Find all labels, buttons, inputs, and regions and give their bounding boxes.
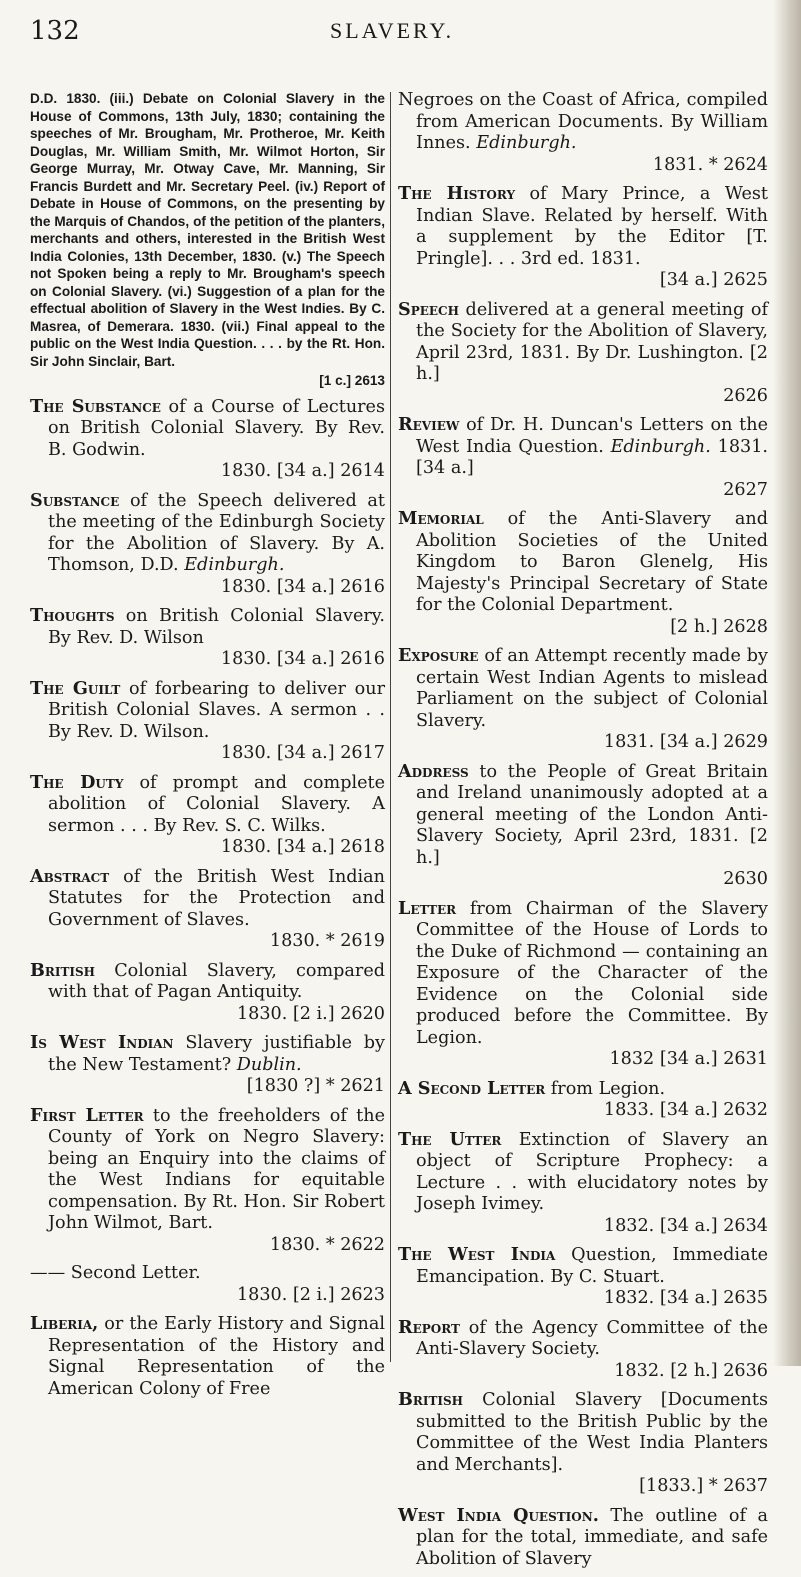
entry-text: The outline of a plan for the total, immediate, and safe Abolition of Slavery bbox=[416, 1505, 768, 1569]
catalogue-entry bbox=[398, 645, 768, 754]
entry-heading: The History bbox=[398, 183, 516, 204]
entry-ref: [34 a.] 2625 bbox=[659, 270, 768, 290]
catalogue-entry bbox=[398, 1244, 768, 1310]
entry-ref: 1830. [34 a.] 2616 bbox=[220, 576, 385, 597]
catalogue-entry bbox=[398, 761, 768, 891]
catalogue-entry bbox=[398, 1505, 768, 1571]
entry-text: delivered at a general meeting of the Society for the Abolition of Slavery, April 23rd, 1831. By Dr. Lushington. [2 h.] bbox=[416, 299, 768, 384]
entry-text: or the Early History and Signal Representation of the History and Signal Representation of the American Colony of Free bbox=[48, 1314, 385, 1399]
entry-ref: 1831. * 2624 bbox=[652, 154, 768, 175]
entry-text: of an Attempt recently made by certain West Indian Agents to mislead Parliament on the subject of Colonial Slavery. bbox=[416, 646, 768, 731]
entry-text: from Chairman of the Slavery Committee of the House of Lords to the Duke of Richmond — containing an Exposure of the Character of the Evidence on the Colonial side produced before the Committee. By Legion. bbox=[416, 898, 768, 1048]
page-number: 132 bbox=[30, 16, 80, 46]
entry-heading: West India Question. bbox=[398, 1504, 599, 1526]
entry-heading: The Utter bbox=[398, 1128, 502, 1150]
entry-ref: 1830. * 2622 bbox=[269, 1234, 385, 1255]
entry-heading: The Substance bbox=[30, 395, 161, 417]
entry-text: to the freeholders of the County of York on Negro Slavery: being an Enquiry into the claims of the West Indians for equitable compensation. By Rt. Hon. Sir Robert John Wilmot, Bart. bbox=[48, 1105, 385, 1233]
catalogue-entry bbox=[30, 490, 385, 599]
entry-place: Edinburgh. bbox=[610, 436, 711, 457]
entry-ref: 1830. [34 a.] 2617 bbox=[220, 743, 385, 763]
entry-text: Negroes on the Coast of Africa, compiled from American Documents. By William Innes. bbox=[398, 90, 768, 153]
entry-text: from Legion. bbox=[545, 1078, 666, 1099]
entry-heading: Liberia, bbox=[30, 1313, 99, 1334]
entry-text: of the Speech delivered at the meeting of the Edinburgh Society for the Abolition of Slavery. By A. Thomson, D.D. bbox=[48, 490, 385, 575]
entry-ref: 1832. [34 a.] 2635 bbox=[603, 1288, 768, 1308]
entry-ref: 1830. [34 a.] 2618 bbox=[220, 837, 385, 857]
catalogue-entry bbox=[30, 605, 385, 671]
entry-ref: 1831. [34 a.] 2629 bbox=[603, 732, 768, 752]
left-entry-list bbox=[30, 396, 385, 1401]
catalogue-entry bbox=[398, 1129, 768, 1238]
entry-text: of forbearing to deliver our British Colonial Slaves. A sermon . . By Rev. D. Wilson. bbox=[48, 678, 386, 742]
entry-ref: 2627 bbox=[723, 479, 768, 500]
entry-heading: Thoughts bbox=[30, 605, 115, 626]
entry-text: Question, Immediate Emancipation. By C. Stuart. bbox=[416, 1245, 769, 1287]
catalogue-entry bbox=[30, 960, 385, 1026]
entry-text: of the Agency Committee of the Anti-Slavery Society. bbox=[416, 1317, 768, 1359]
column-divider bbox=[390, 92, 391, 1362]
entry-heading: First Letter bbox=[30, 1104, 144, 1126]
entry-text: —— Second Letter. bbox=[30, 1263, 201, 1283]
entry-heading: A Second Letter bbox=[398, 1077, 546, 1099]
entry-text: of prompt and complete abolition of Colonial Slavery. A sermon . . . By Rev. S. C. Wilks. bbox=[48, 772, 385, 836]
entry-ref: 1832 [34 a.] 2631 bbox=[609, 1049, 768, 1069]
catalogue-entry bbox=[30, 1032, 385, 1098]
entry-heading: The Duty bbox=[30, 771, 124, 793]
entry-heading: British bbox=[30, 959, 96, 981]
catalogue-entry bbox=[30, 866, 385, 953]
catalogue-entry bbox=[30, 678, 385, 765]
entry-ref: [2 h.] 2628 bbox=[670, 616, 768, 637]
entry-heading: Abstract bbox=[30, 865, 110, 887]
catalogue-entry bbox=[30, 396, 385, 483]
entry-text: of a Course of Lectures on British Colonial Slavery. By Rev. B. Godwin. bbox=[48, 396, 385, 460]
entry-ref: 1830. [2 i.] 2620 bbox=[236, 1003, 385, 1024]
entry-heading: Letter bbox=[398, 897, 457, 919]
note-text: D.D. 1830. (iii.) Debate on Colonial Slavery in the House of Commons, 13th July, 1830; containing the speeches of Mr. Brougham, Mr. Protheroe, Mr. Keith Douglas, Mr. William Smith, Mr. Wilmot Horton, Sir George Murray, Mr. Otway Cave, Mr. Manning, Sir Francis Burdett and Mr. Secretary Peel. (iv.) Report of Debate in House of Commons, on the presenting by the Marquis of Chandos, of the petition of the planters, merchants and others, interested in the British West India Colonies, 13th December, 1830. (v.) The Speech not Spoken being a reply to Mr. Brougham's speech on Colonial Slavery. (vi.) Suggestion of a plan for the effectual abolition of Slavery in the West Indies. By C. Masrea, of Demerara. 1830. (vii.) Final appeal to the public on the West India Question. . . . by the Rt. Hon. Sir John Sinclair, Bart. bbox=[30, 91, 385, 369]
catalogue-entry bbox=[398, 1317, 768, 1383]
entry-ref: 2626 bbox=[723, 385, 768, 406]
note-ref: [1 c.] 2613 bbox=[319, 373, 385, 388]
catalogue-entry bbox=[398, 1078, 768, 1122]
entry-ref: [1830 ?] * 2621 bbox=[246, 1076, 385, 1096]
entry-heading: Review bbox=[398, 414, 460, 435]
entry-heading: The Guilt bbox=[30, 677, 121, 699]
entry-heading: The West India bbox=[398, 1244, 556, 1265]
catalogue-entry bbox=[398, 299, 768, 408]
entry-ref: 1830. * 2619 bbox=[269, 931, 385, 951]
entry-ref: 1832. [34 a.] 2634 bbox=[603, 1215, 768, 1236]
entry-ref: 1830. [34 a.] 2616 bbox=[220, 649, 385, 669]
page-header bbox=[30, 6, 790, 66]
entry-ref: 1832. [2 h.] 2636 bbox=[614, 1360, 768, 1381]
entry-heading: Exposure bbox=[398, 645, 479, 666]
entry-text: of Mary Prince, a West Indian Slave. Related by herself. With a supplement by the Editor [T. Pringle]. . . 3rd ed. 1831. bbox=[416, 184, 768, 269]
page-edge-shadow bbox=[773, 0, 801, 1366]
entry-ref: 1833. [34 a.] 2632 bbox=[603, 1100, 768, 1120]
catalogue-entry bbox=[30, 1105, 385, 1257]
catalogue-entry bbox=[398, 508, 768, 638]
entry-heading: British bbox=[398, 1389, 464, 1410]
entry-text: of the Anti-Slavery and Abolition Societies of the United Kingdom to Baron Glenelg, His Majesty's Principal Secretary of State for the Colonial Department. bbox=[416, 509, 768, 615]
catalogue-entry bbox=[30, 772, 385, 859]
catalogue-entry bbox=[398, 90, 768, 176]
catalogue-entry bbox=[398, 898, 768, 1071]
entry-heading: Report bbox=[398, 1316, 460, 1338]
entry-text: Slavery justifiable by the New Testament? bbox=[48, 1033, 385, 1075]
entry-heading: Address bbox=[398, 760, 469, 782]
catalogue-entry bbox=[398, 1389, 768, 1498]
entry-heading: Is West Indian bbox=[30, 1032, 174, 1053]
entry-heading: Memorial bbox=[398, 508, 484, 529]
entry-ref: 1830. [2 i.] 2623 bbox=[236, 1284, 385, 1305]
entry-place: Dublin. bbox=[236, 1054, 302, 1075]
entry-text: on British Colonial Slavery. By Rev. D. Wilson bbox=[48, 606, 385, 648]
catalogue-entry bbox=[398, 414, 768, 501]
entry-ref: 2630 bbox=[723, 869, 768, 889]
entry-place: Edinburgh. bbox=[184, 555, 285, 575]
entry-text: Extinction of Slavery an object of Scripture Prophecy: a Lecture . . with elucidatory notes by Joseph Ivimey. bbox=[416, 1129, 768, 1214]
catalogue-entry bbox=[398, 183, 768, 292]
entry-heading: Speech bbox=[398, 298, 459, 320]
entry-heading: Substance bbox=[30, 489, 120, 511]
entry-text-tail: 1831. [34 a.] bbox=[416, 436, 768, 478]
catalogue-entry bbox=[30, 1263, 385, 1306]
entry-text: of Dr. H. Duncan's Letters on the West India Question. bbox=[416, 415, 768, 457]
entry-text: to the People of Great Britain and Ireland unanimously adopted at a general meeting of the London Anti-Slavery Society, April 23rd, 1831. [2 h.] bbox=[416, 761, 768, 868]
entry-place: Edinburgh. bbox=[476, 133, 577, 153]
right-entry-list bbox=[398, 90, 768, 1570]
left-column bbox=[30, 90, 385, 1407]
continued-note bbox=[30, 90, 385, 390]
catalogue-entry bbox=[30, 1313, 385, 1400]
entry-text: of the British West Indian Statutes for the Protection and Government of Slaves. bbox=[48, 866, 385, 930]
right-column bbox=[398, 90, 768, 1577]
running-title: SLAVERY. bbox=[330, 18, 455, 43]
entry-ref: [1833.] * 2637 bbox=[639, 1476, 768, 1496]
entry-text: Colonial Slavery [Documents submitted to the British Public by the Committee of the West India Planters and Merchants]. bbox=[416, 1390, 768, 1475]
entry-text: Colonial Slavery, compared with that of Pagan Antiquity. bbox=[48, 960, 385, 1002]
entry-ref: 1830. [34 a.] 2614 bbox=[220, 461, 385, 481]
